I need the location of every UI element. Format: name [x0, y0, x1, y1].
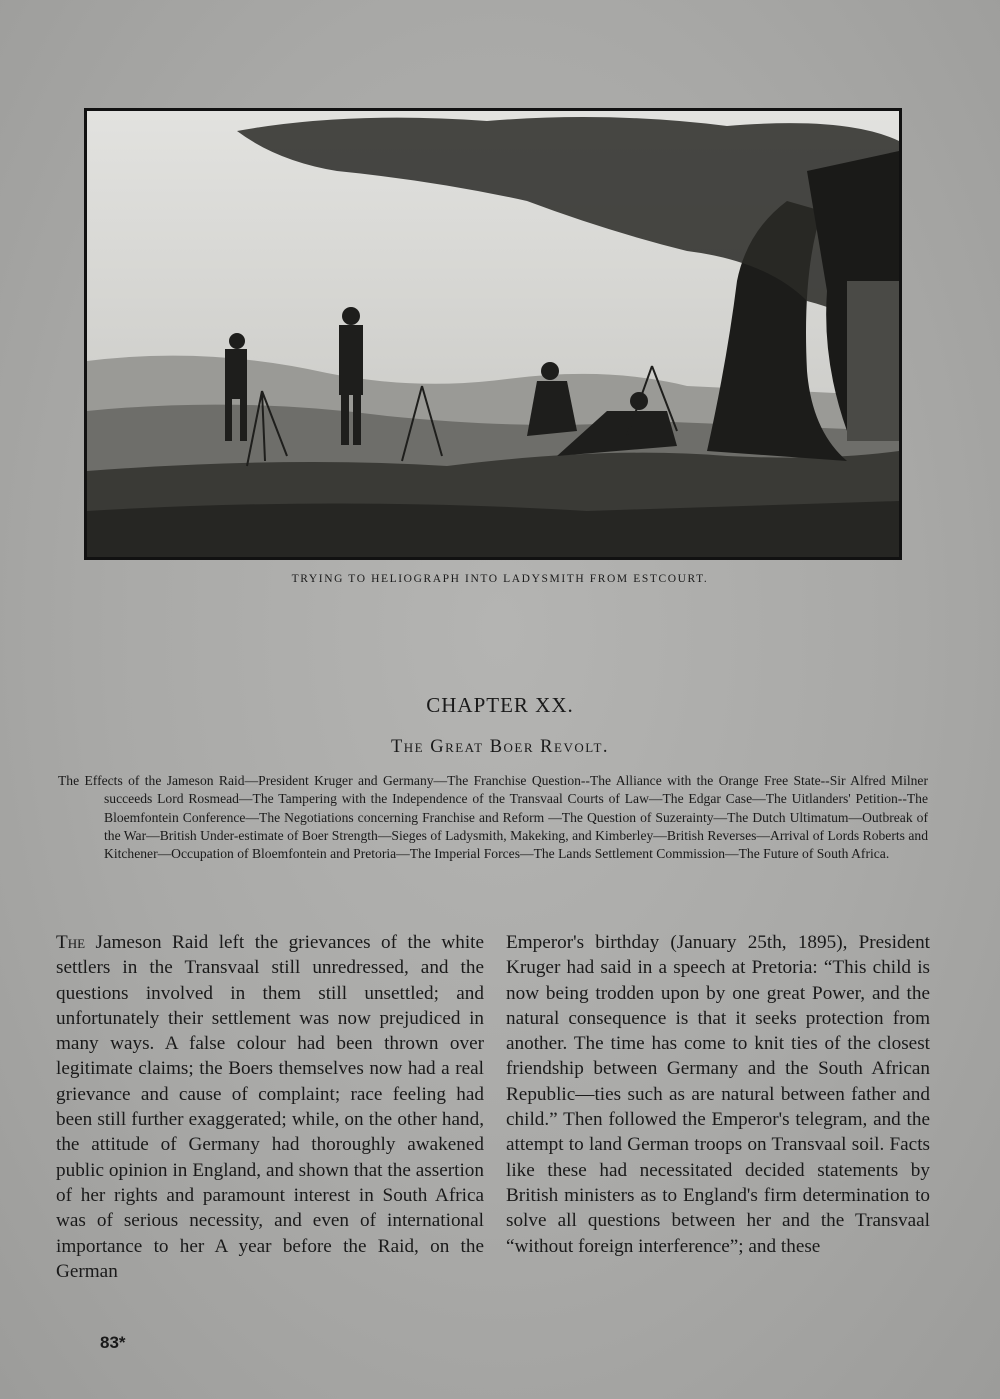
- body-column-right: Emperor's birthday (January 25th, 1895), President Kruger had said in a speech at Pretoria: “This child is now being trodden upon by one great Power, and the natural consequence is that it seeks protection from another. The time has come to knit ties of the closest friendship between Germany and the South African Republic—ties such as are natural between father and child.” Then followed the Emperor's telegram, and the attempt to land German troops on Transvaal soil. Facts like these had necessitated decided statements by British ministers as to England's firm determination to solve all questions between her and the Transvaal “without foreign interference”; and these: [506, 932, 930, 1257]
- photograph-heliograph-scene: [84, 108, 902, 560]
- photo-illustration: [87, 111, 899, 557]
- chapter-title: The Great Boer Revolt.: [390, 737, 610, 757]
- left-column-text: Jameson Raid left the grievances of the white settlers in the Transvaal still unredressed, and the questions involved in them still unsettled; and unfortunately their settlement was now prejudiced in many ways. A false colour had been thrown over legitimate claims; the Boers themselves now had a real grievance and cause of complaint; race feeling had been still further exaggerated; while, on the other hand, the attitude of Germany had thoroughly awakened public opinion in England, and shown that the assertion of her rights and paramount interest in South Africa was of serious necessity, and even of international importance to her A year before the Raid, on the German: [56, 932, 484, 1282]
- chapter-number: CHAPTER XX.: [426, 693, 574, 717]
- chapter-summary: The Effects of the Jameson Raid—President Kruger and Germany—The Franchise Question--The Alliance with the Orange Free State--Sir Alfred Milner succeeds Lord Rosmead—The Tampering with the Independence of the Transvaal Courts of Law—The Edgar Case—The Uitlanders' Petition--The Bloemfontein Conference—The Negotiations concerning Franchise and Reform —The Question of Suzerainty—The Dutch Ultimatum—Outbreak of the War—British Under-estimate of Boer Strength—Sieges of Ladysmith, Makeking, and Kimberley—British Reverses—Arrival of Lords Roberts and Kitchener—Occupation of Bloemfontein and Pretoria—The Imperial Forces—The Lands Settlement Commission—The Future of South Africa.: [58, 773, 928, 862]
- body-column-left: [56, 930, 484, 1284]
- page-signature-number: 83*: [100, 1333, 126, 1352]
- opening-word: The: [56, 932, 86, 953]
- photo-caption: TRYING TO HELIOGRAPH INTO LADYSMITH FROM ESTCOURT.: [291, 573, 709, 585]
